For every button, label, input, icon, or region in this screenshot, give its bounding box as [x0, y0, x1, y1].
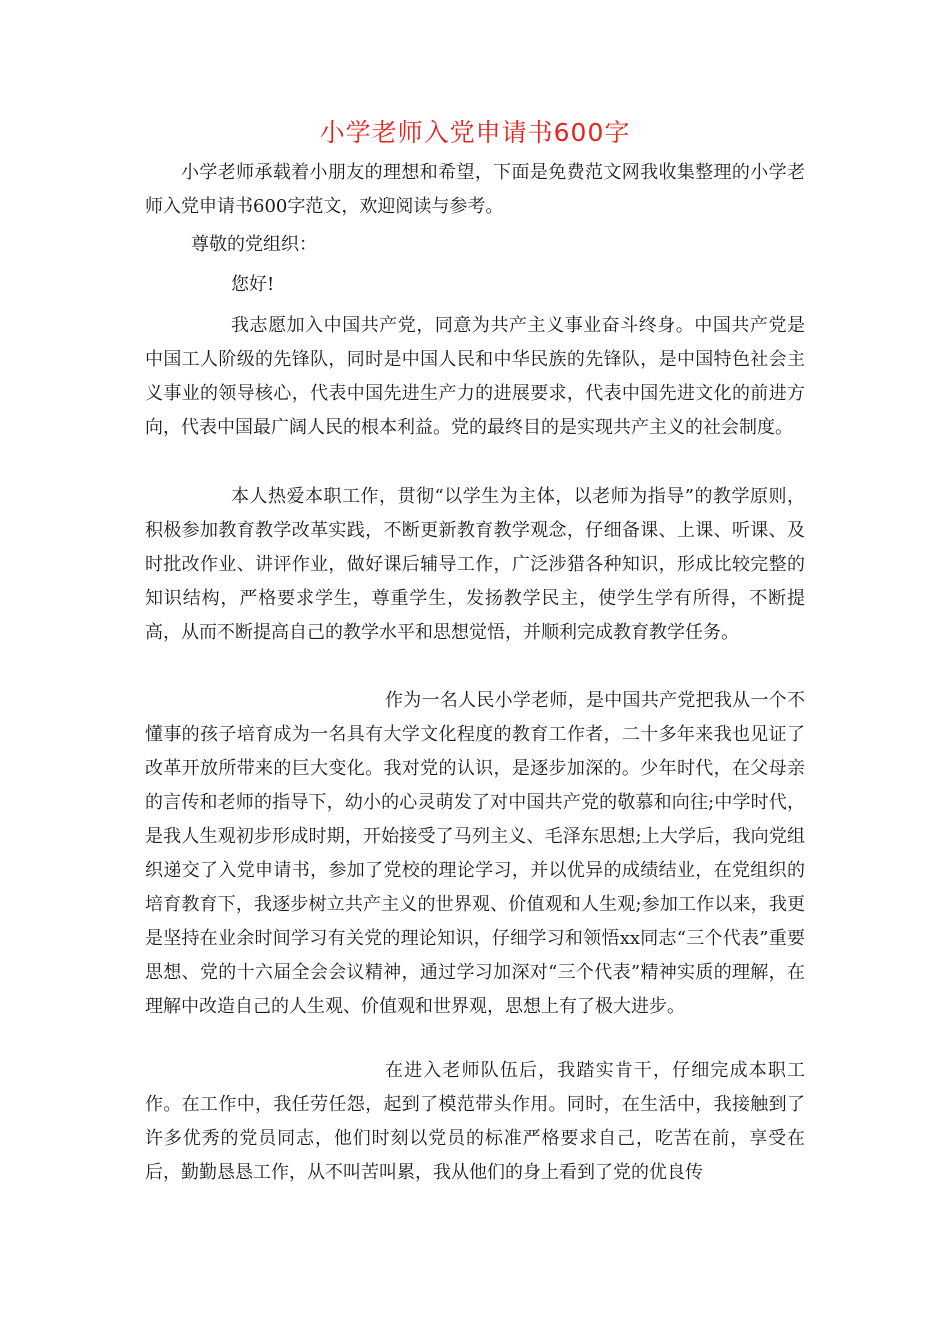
- body-paragraph-3: 作为一名人民小学老师，是中国共产党把我从一个不懂事的孩子培育成为一名具有大学文化程度的教育工作者，二十多年来我也见证了改革开放所带来的巨大变化。我对党的认识，是逐步加深的。少年时代，在父母亲的言传和老师的指导下，幼小的心灵萌发了对中国共产党的敬慕和向往;中学时代，是我人生观初步形成时期，开始接受了马列主义、毛泽东思想;上大学后，我向党组织递交了入党申请书，参加了党校的理论学习，并以优异的成绩结业，在党组织的培育教育下，我逐步树立共产主义的世界观、价值观和人生观;参加工作以来，我更是坚持在业余时间学习有关党的理论知识，仔细学习和领悟xx同志“三个代表”重要思想、党的十六届全会会议精神，通过学习加深对“三个代表”精神实质的理解，在理解中改造自己的人生观、价值观和世界观，思想上有了极大进步。: [145, 690, 805, 1017]
- greeting: 您好!: [231, 274, 275, 295]
- document-title: 小学老师入党申请书600字: [319, 118, 631, 147]
- body-paragraph-4: 在进入老师队伍后，我踏实肯干，仔细完成本职工作。在工作中，我任劳任怨，起到了模范带头作用。同时，在生活中，我接触到了许多优秀的党员同志，他们时刻以党员的标准严格要求自己，吃苦在前，享受在后，勤勤恳恳工作，从不叫苦叫累，我从他们的身上看到了党的优良传: [145, 1060, 805, 1183]
- intro-paragraph: 小学老师承载着小朋友的理想和希望，下面是免费范文网我收集整理的小学老师入党申请书600字范文，欢迎阅读与参考。: [145, 162, 805, 217]
- salutation: 尊敬的党组织：: [191, 234, 317, 255]
- body-paragraph-2: 本人热爱本职工作，贯彻“以学生为主体，以老师为指导”的教学原则，积极参加教育教学改革实践，不断更新教育教学观念，仔细备课、上课、听课、及时批改作业、讲评作业，做好课后辅导工作，广泛涉猎各种知识，形成比较完整的知识结构，严格要求学生，尊重学生，发扬教学民主，使学生学有所得，不断提高，从而不断提高自己的教学水平和思想觉悟，并顺利完成教育教学任务。: [145, 486, 805, 643]
- body-paragraph-1: 我志愿加入中国共产党，同意为共产主义事业奋斗终身。中国共产党是中国工人阶级的先锋队，同时是中国人民和中华民族的先锋队，是中国特色社会主义事业的领导核心，代表中国先进生产力的进展要求，代表中国先进文化的前进方向，代表中国最广阔人民的根本利益。党的最终目的是实现共产主义的社会制度。: [145, 315, 805, 438]
